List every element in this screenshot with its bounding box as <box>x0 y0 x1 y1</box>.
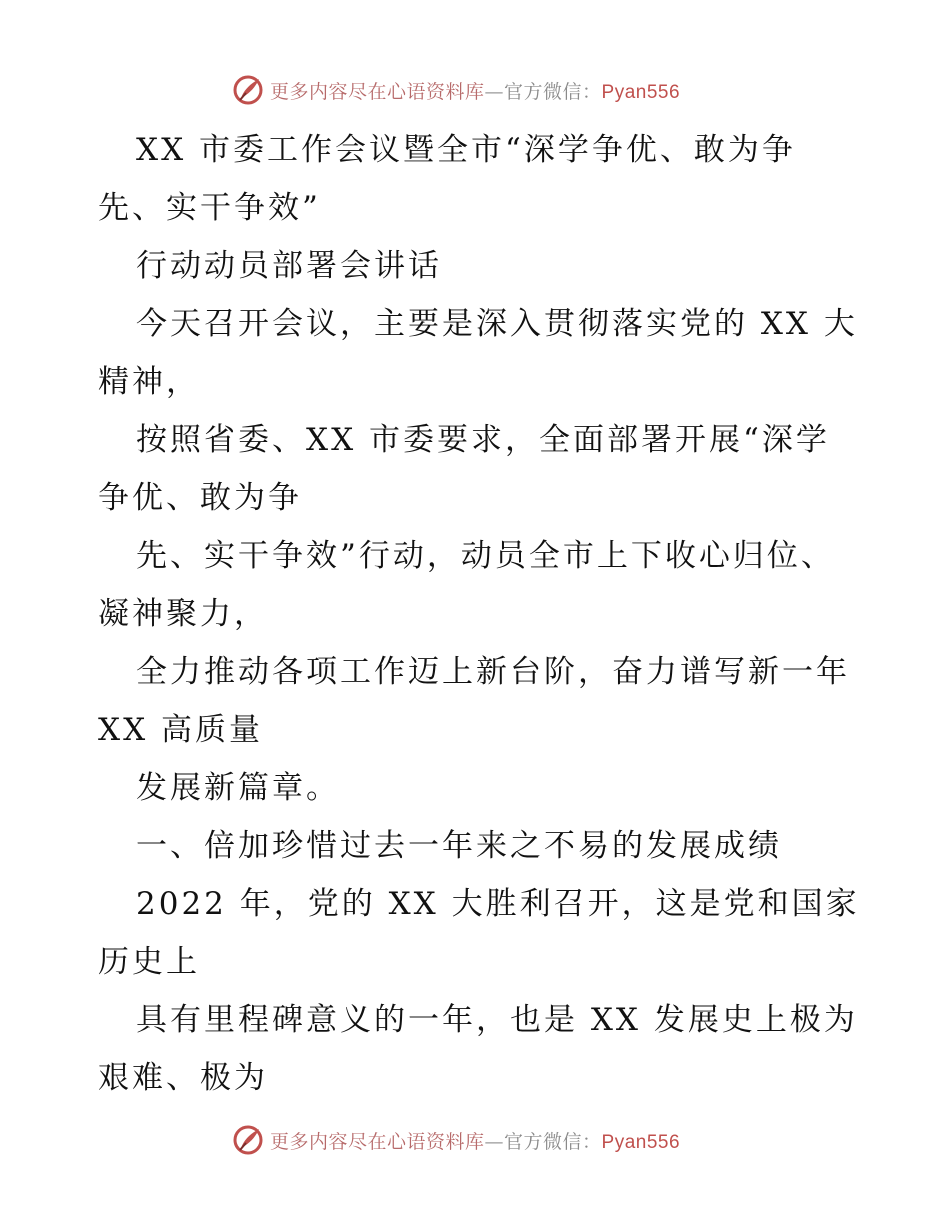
watermark-text <box>270 77 680 104</box>
doc-paragraph-line: 先、实干争效”行动，动员全市上下收心归位、 <box>136 538 835 574</box>
watermark-wechat-label: 官方微信： <box>504 80 602 103</box>
doc-paragraph-line: 全力推动各项工作迈上新台阶，奋力谱写新一年 <box>136 654 850 690</box>
doc-title-line-2: 先、实干争效” <box>98 190 321 226</box>
watermark-wechat-id: Pyan556 <box>601 1131 681 1153</box>
watermark-text <box>270 1127 680 1154</box>
feather-quill-logo-icon <box>232 1124 264 1156</box>
watermark-separator: — <box>484 80 505 103</box>
watermark-wechat-label: 官方微信： <box>504 1130 602 1153</box>
doc-paragraph-line: 按照省委、XX 市委要求，全面部署开展“深学 <box>136 422 830 458</box>
watermark-main-text: 更多内容尽在心语资料库 <box>270 80 485 103</box>
doc-paragraph-line: 历史上 <box>98 944 200 980</box>
doc-title-line-3: 行动动员部署会讲话 <box>136 248 442 284</box>
doc-paragraph-line: 2022 年，党的 XX 大胜利召开，这是党和国家 <box>136 886 860 922</box>
doc-paragraph-line: 具有里程碑意义的一年，也是 XX 发展史上极为 <box>136 1002 858 1038</box>
doc-paragraph-line: XX 高质量 <box>98 712 263 748</box>
doc-title-line-1: XX 市委工作会议暨全市“深学争优、敢为争 <box>136 132 796 168</box>
doc-section-heading: 一、倍加珍惜过去一年来之不易的发展成绩 <box>136 828 782 864</box>
watermark-main-text: 更多内容尽在心语资料库 <box>270 1130 485 1153</box>
doc-paragraph-line: 精神， <box>98 364 200 400</box>
watermark-footer <box>232 1122 680 1158</box>
doc-paragraph-line: 发展新篇章。 <box>136 770 340 806</box>
watermark-separator: — <box>484 1130 505 1153</box>
watermark-header <box>232 72 680 108</box>
feather-quill-logo-icon <box>232 74 264 106</box>
doc-paragraph-line: 今天召开会议，主要是深入贯彻落实党的 XX 大 <box>136 306 858 342</box>
doc-paragraph-line: 艰难、极为 <box>98 1060 268 1096</box>
watermark-wechat-id: Pyan556 <box>601 81 681 103</box>
doc-paragraph-line: 凝神聚力， <box>98 596 268 632</box>
doc-paragraph-line: 争优、敢为争 <box>98 480 302 516</box>
